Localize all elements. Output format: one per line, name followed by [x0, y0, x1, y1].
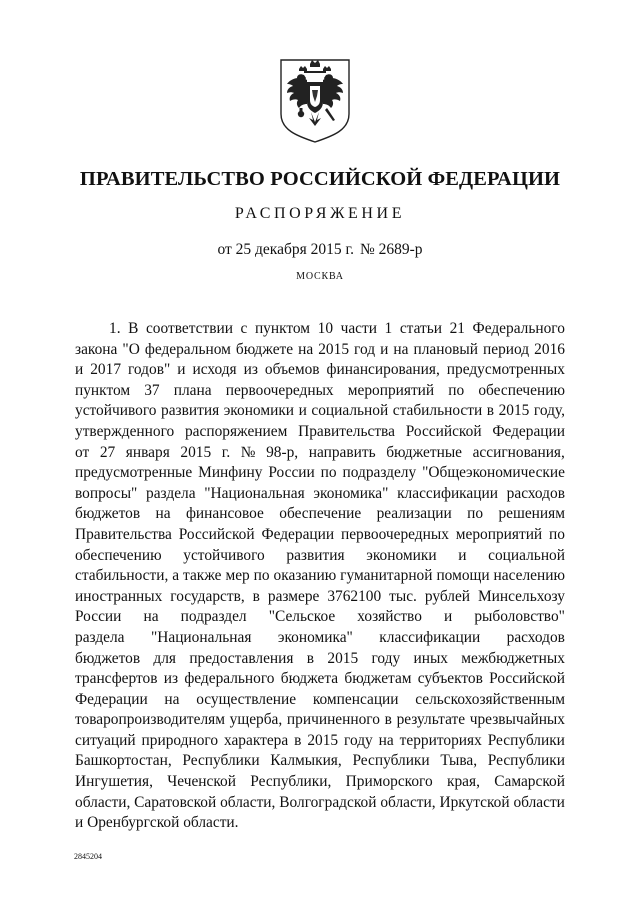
- body-line: вопросы" раздела "Национальная экономика" классификации расходов: [75, 484, 565, 502]
- body-line: 1. В соответствии с пунктом 10 части 1 статьи 21 Федерального: [109, 320, 565, 337]
- body-line: России на подраздел "Сельское хозяйство и рыболовство": [75, 608, 565, 626]
- body-line: бюджетов для предоставления в 2015 году иных межбюджетных: [75, 649, 565, 667]
- body-line: и Оренбургской области.: [75, 814, 239, 832]
- body-line: Ингушетия, Чеченской Республики, Приморского края, Самарской: [75, 773, 565, 791]
- body-line: ситуаций природного характера в 2015 году на территориях Республики: [75, 731, 565, 749]
- body-line: Федерации на осуществление компенсации сельскохозяйственным: [75, 690, 565, 708]
- body-line: бюджетов на финансовое обеспечение реализации по решениям: [75, 505, 565, 523]
- body-text: [75, 319, 565, 834]
- body-line: области, Саратовской области, Волгоградской области, Иркутской области: [75, 793, 565, 811]
- document-date: от 25 декабря 2015 г.: [217, 241, 354, 258]
- body-line: товаропроизводителям ущерба, причиненного в результате чрезвычайных: [75, 711, 565, 729]
- document-number: № 2689-р: [359, 241, 423, 258]
- body-line: закона "О федеральном бюджете на 2015 год и на плановый период 2016: [75, 340, 565, 358]
- body-line: предусмотренные Минфину России по подразделу "Общеэкономические: [75, 464, 565, 482]
- body-line: обеспечению устойчивого развития экономики и социальной: [75, 546, 565, 564]
- document-city: МОСКВА: [296, 271, 344, 282]
- body-line: раздела "Национальная экономика" классификации расходов: [75, 628, 565, 646]
- body-line: трансфертов из федерального бюджета бюджетам субъектов Российской: [75, 670, 565, 688]
- document-type: РАСПОРЯЖЕНИЕ: [234, 205, 406, 222]
- body-line: Башкортостан, Республики Калмыкия, Республики Тыва, Республики: [75, 752, 565, 770]
- document-date-line: [0, 241, 640, 259]
- body-line: устойчивого развития экономики и социальной стабильности в 2015 году,: [75, 402, 565, 420]
- body-line: от 27 января 2015 г. № 98-р, направить бюджетные ассигнования,: [75, 443, 565, 461]
- body-line: стабильности, а также мер по оказанию гуманитарной помощи населению: [75, 567, 565, 585]
- coat-of-arms-emblem-icon: [277, 56, 353, 144]
- body-line: утвержденного распоряжением Правительства Российской Федерации: [75, 422, 565, 440]
- body-line: пунктом 37 плана первоочередных мероприятий по обеспечению: [75, 381, 565, 399]
- body-line: и 2017 годов" и исходя из объемов финансирования, предусмотренных: [75, 361, 565, 379]
- body-line: иностранных государств, в размере 3762100 тыс. рублей Минсельхозу: [75, 587, 565, 605]
- body-line: Правительства Российской Федерации первоочередных мероприятий по: [75, 525, 565, 543]
- government-title: ПРАВИТЕЛЬСТВО РОССИЙСКОЙ ФЕДЕРАЦИИ: [79, 168, 561, 190]
- document-code: 2845204: [74, 852, 102, 861]
